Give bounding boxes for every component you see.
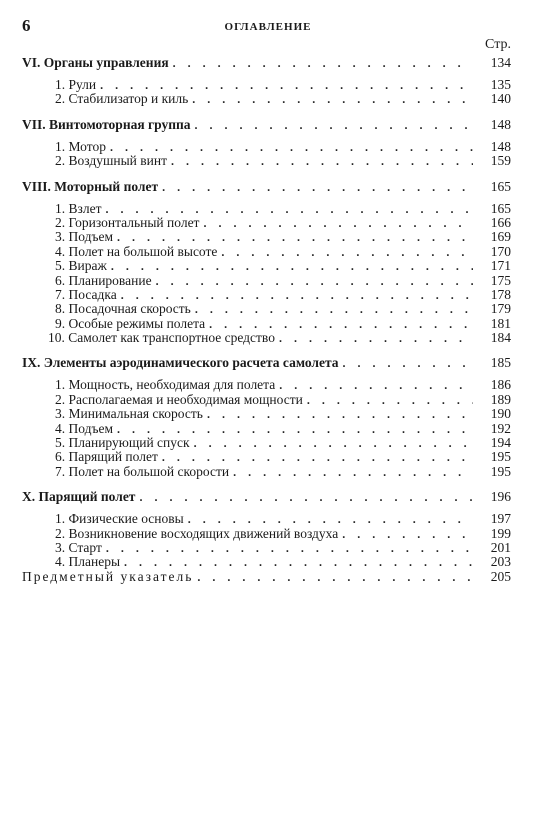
toc-item[interactable] — [22, 555, 511, 569]
toc-item-title: 8. Посадочная скорость — [55, 301, 191, 317]
toc-item-title: 4. Планеры — [55, 554, 121, 570]
dot-leader — [194, 436, 473, 450]
toc-item-title: 3. Минимальная скорость — [55, 406, 203, 422]
toc-page-number: 205 — [490, 568, 511, 584]
dot-leader — [207, 407, 473, 421]
toc-item[interactable] — [22, 436, 511, 450]
toc-index-entry[interactable] — [22, 570, 511, 584]
dot-leader — [105, 202, 473, 216]
dot-leader — [279, 378, 473, 392]
toc-page-number: 203 — [490, 554, 511, 570]
toc-item[interactable] — [22, 407, 511, 421]
toc-item[interactable] — [22, 378, 511, 392]
toc-item[interactable] — [22, 527, 511, 541]
page-column-label: Стр. — [485, 37, 511, 52]
toc-page-number: 192 — [490, 420, 511, 436]
toc-page-number: 175 — [490, 272, 511, 288]
toc-item[interactable] — [22, 259, 511, 273]
dot-leader — [203, 216, 473, 230]
dot-leader — [192, 92, 473, 106]
toc-item[interactable] — [22, 92, 511, 106]
dot-leader — [124, 555, 473, 569]
toc-page-number: 196 — [490, 489, 511, 505]
dot-leader — [188, 512, 473, 526]
table-of-contents — [22, 54, 511, 584]
toc-item-title: 1. Физические основы — [55, 511, 184, 527]
toc-item-title: 2. Возникновение восходящих движений воздуха — [55, 525, 339, 541]
toc-item-title: 1. Взлет — [55, 200, 102, 216]
toc-page-number: 170 — [490, 243, 511, 259]
toc-item-title: 6. Парящий полет — [55, 449, 158, 465]
toc-page-number: 178 — [490, 286, 511, 302]
toc-item[interactable] — [22, 465, 511, 479]
toc-item-title: 7. Посадка — [55, 286, 117, 302]
toc-item[interactable] — [22, 140, 511, 154]
toc-page-number: 179 — [490, 301, 511, 317]
toc-page-number: 181 — [490, 315, 511, 331]
toc-page-number: 165 — [490, 200, 511, 216]
dot-leader — [156, 274, 473, 288]
dot-leader — [162, 179, 473, 196]
toc-page-number: 189 — [490, 391, 511, 407]
dot-leader — [233, 465, 473, 479]
dot-leader — [100, 78, 473, 92]
dot-leader — [342, 527, 473, 541]
toc-page-number: 166 — [490, 214, 511, 230]
toc-item-title: 1. Мотор — [55, 138, 106, 154]
dot-leader — [139, 489, 473, 506]
toc-item[interactable] — [22, 393, 511, 407]
toc-page-number: 135 — [490, 77, 511, 92]
dot-leader — [162, 450, 473, 464]
toc-item[interactable] — [22, 154, 511, 168]
toc-item-title: 5. Вираж — [55, 258, 107, 274]
running-head: ОГЛАВЛЕНИЕ — [224, 21, 312, 33]
toc-chapter[interactable] — [22, 178, 511, 195]
toc-item-title: 10. Самолет как транспортное средство — [48, 330, 275, 346]
toc-chapter[interactable] — [22, 488, 511, 505]
dot-leader — [117, 422, 473, 436]
toc-page-number: 169 — [490, 229, 511, 245]
toc-chapter-title: VIII. Моторный полет — [22, 178, 159, 194]
toc-item-title: 2. Воздушный винт — [55, 153, 167, 169]
dot-leader — [110, 140, 473, 154]
toc-item[interactable] — [22, 541, 511, 555]
dot-leader — [343, 355, 473, 372]
toc-item[interactable] — [22, 317, 511, 331]
toc-page-number: 199 — [490, 525, 511, 541]
toc-item[interactable] — [22, 216, 511, 230]
toc-page-number: 190 — [490, 406, 511, 422]
dot-leader — [209, 317, 473, 331]
toc-page-number: 148 — [490, 116, 511, 132]
toc-page-number: 171 — [490, 258, 511, 274]
toc-page-number: 134 — [490, 55, 511, 70]
toc-page-number: 165 — [490, 178, 511, 194]
toc-item[interactable] — [22, 512, 511, 526]
toc-index-title: Предметный указатель — [22, 568, 194, 584]
toc-chapter-title: X. Парящий полет — [22, 489, 136, 505]
toc-page-number: 194 — [490, 435, 511, 451]
toc-item-title: 1. Мощность, необходимая для полета — [55, 377, 276, 393]
toc-item[interactable] — [22, 78, 511, 92]
toc-page-number: 195 — [490, 449, 511, 465]
toc-chapter-title: VI. Органы управления — [22, 55, 169, 70]
toc-item-title: 1. Рули — [55, 77, 97, 92]
toc-page-number: 159 — [490, 153, 511, 169]
toc-chapter-title: VII. Винтомоторная группа — [22, 116, 191, 132]
toc-page-number: 186 — [490, 377, 511, 393]
toc-page-number: 195 — [490, 463, 511, 479]
dot-leader — [195, 302, 473, 316]
dot-leader — [195, 117, 473, 134]
toc-item-title: 4. Полет на большой высоте — [55, 243, 218, 259]
dot-leader — [121, 288, 473, 302]
toc-item[interactable] — [22, 202, 511, 216]
toc-item-title: 4. Подъем — [55, 420, 113, 436]
dot-leader — [173, 55, 473, 72]
toc-item-title: 3. Старт — [55, 539, 102, 555]
toc-item-title: 5. Планирующий спуск — [55, 435, 190, 451]
dot-leader — [221, 245, 473, 259]
dot-leader — [307, 393, 473, 407]
toc-item[interactable] — [22, 288, 511, 302]
toc-page-number: 185 — [490, 355, 511, 371]
toc-chapter[interactable] — [22, 54, 511, 71]
toc-item[interactable] — [22, 274, 511, 288]
toc-item[interactable] — [22, 422, 511, 436]
toc-item[interactable] — [22, 450, 511, 464]
dot-leader — [197, 570, 473, 584]
toc-page-number: 148 — [490, 138, 511, 154]
dot-leader — [117, 230, 473, 244]
toc-chapter[interactable] — [22, 354, 511, 371]
toc-item[interactable] — [22, 245, 511, 259]
toc-item-title: 9. Особые режимы полета — [55, 315, 206, 331]
dot-leader — [171, 154, 473, 168]
toc-item-title: 2. Располагаемая и необходимая мощности — [55, 391, 303, 407]
toc-item-title: 2. Горизонтальный полет — [55, 214, 200, 230]
toc-chapter-title: IX. Элементы аэродинамического расчета самолета — [22, 355, 339, 371]
toc-page-number: 197 — [490, 511, 511, 527]
toc-item[interactable] — [22, 331, 511, 345]
dot-leader — [111, 259, 473, 273]
toc-item-title: 2. Стабилизатор и киль — [55, 91, 189, 107]
toc-item[interactable] — [22, 230, 511, 244]
toc-page-number: 201 — [490, 539, 511, 555]
toc-page-number: 184 — [490, 330, 511, 346]
dot-leader — [106, 541, 473, 555]
toc-item[interactable] — [22, 302, 511, 316]
toc-item-title: 3. Подъем — [55, 229, 113, 245]
page-number: 6 — [22, 16, 31, 35]
toc-chapter[interactable] — [22, 116, 511, 133]
dot-leader — [279, 331, 473, 345]
toc-page-number: 140 — [490, 91, 511, 107]
toc-item-title: 7. Полет на большой скорости — [55, 463, 230, 479]
toc-item-title: 6. Планирование — [55, 272, 152, 288]
